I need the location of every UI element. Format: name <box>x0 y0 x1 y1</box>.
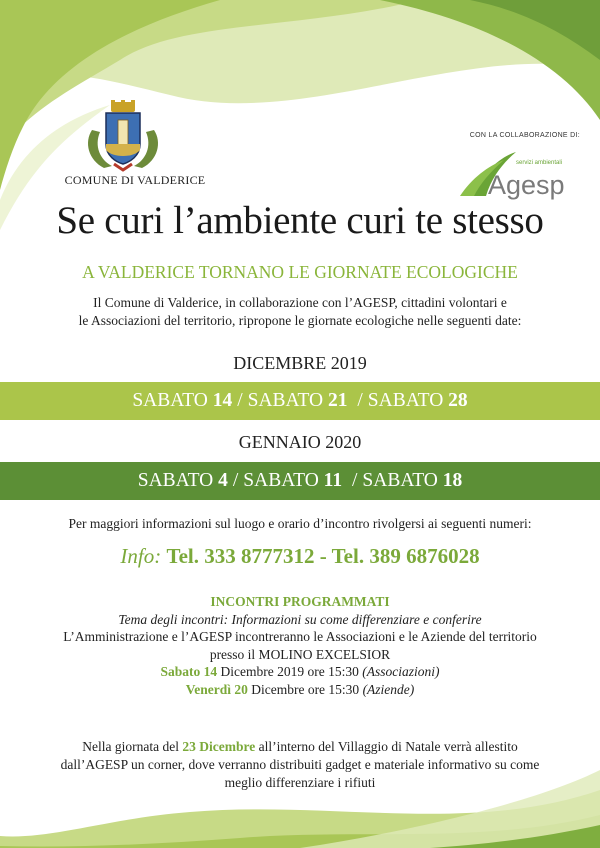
meeting-2-note: (Aziende) <box>362 681 415 697</box>
natale-date: 23 Dicembre <box>182 739 256 754</box>
intro-line-1: Il Comune di Valderice, in collaborazione con l’AGESP, cittadini volontari e <box>93 295 507 310</box>
incontri-line-1: L’Amministrazione e l’AGESP incontreranno le Associazioni e le Aziende del territorio <box>63 629 537 644</box>
natale-line-3: meglio differenziare i rifiuti <box>224 775 376 790</box>
phone-number-1[interactable]: Tel. 333 8777312 <box>166 544 315 568</box>
date-separator: / <box>347 470 358 491</box>
page-title: Se curi l’ambiente curi te stesso <box>56 199 544 242</box>
incontri-line-2: presso il MOLINO EXCELSIOR <box>209 646 391 662</box>
meeting-1-text: Dicembre 2019 ore 15:30 <box>220 664 359 679</box>
meeting-1-note: (Associazioni) <box>362 664 440 679</box>
incontri-section <box>0 593 600 698</box>
page-subtitle: A VALDERICE TORNANO LE GIORNATE ECOLOGICHE <box>82 262 518 282</box>
natale-line-2: dall’AGESP un corner, dove verranno distribuiti gadget e materiale informativo su come <box>60 757 540 772</box>
january-dates-band <box>0 462 600 500</box>
date-separator: / <box>237 390 243 411</box>
phone-separator: - <box>314 544 332 568</box>
date-item: SABATO 4 <box>137 470 228 491</box>
date-item: SABATO 18 <box>362 470 463 491</box>
meeting-2 <box>0 681 600 699</box>
incontri-heading: INCONTRI PROGRAMMATI <box>210 594 390 609</box>
intro-line-2: le Associazioni del territorio, ripropone le giornate ecologiche nelle seguenti date: <box>78 313 522 328</box>
phone-number-2[interactable]: Tel. 389 6876028 <box>331 544 480 568</box>
meeting-2-day: Venerdì 20 <box>185 681 248 697</box>
agesp-logo <box>458 150 568 200</box>
comune-label: COMUNE DI VALDERICE <box>64 173 206 187</box>
info-phone-line <box>0 544 600 569</box>
date-item: SABATO 14 <box>132 390 233 411</box>
agesp-tagline: servizi ambientali <box>516 160 563 166</box>
month-december: DICEMBRE 2019 <box>233 353 367 373</box>
collaboration-label: CON LA COLLABORAZIONE DI: <box>469 132 580 139</box>
date-item: SABATO 21 <box>247 390 348 411</box>
date-item: SABATO 11 <box>243 470 343 491</box>
agesp-name: Agesp <box>488 170 565 200</box>
meeting-2-text: Dicembre ore 15:30 <box>251 681 360 697</box>
meeting-1-day: Sabato 14 <box>160 664 218 679</box>
natale-line-1: Nella giornata del 23 Dicembre all’interno del Villaggio di Natale verrà allestito <box>82 739 518 754</box>
meeting-1 <box>0 663 600 681</box>
info-prefix: Info: <box>120 544 162 568</box>
info-note: Per maggiori informazioni sul luogo e orario d’incontro rivolgersi ai seguenti numeri: <box>68 516 532 531</box>
date-separator: / <box>232 470 239 491</box>
incontri-tema <box>0 611 600 629</box>
tema-text: Informazioni su come differenziare e conferire <box>231 611 482 627</box>
intro-text <box>0 294 600 330</box>
natale-section <box>0 738 600 792</box>
date-item: SABATO 28 <box>367 390 468 411</box>
month-january: GENNAIO 2020 <box>238 432 362 452</box>
tema-label: Tema degli incontri: <box>118 611 229 627</box>
december-dates-band <box>0 382 600 420</box>
valderice-crest-icon <box>82 100 164 172</box>
date-separator: / <box>352 390 363 411</box>
